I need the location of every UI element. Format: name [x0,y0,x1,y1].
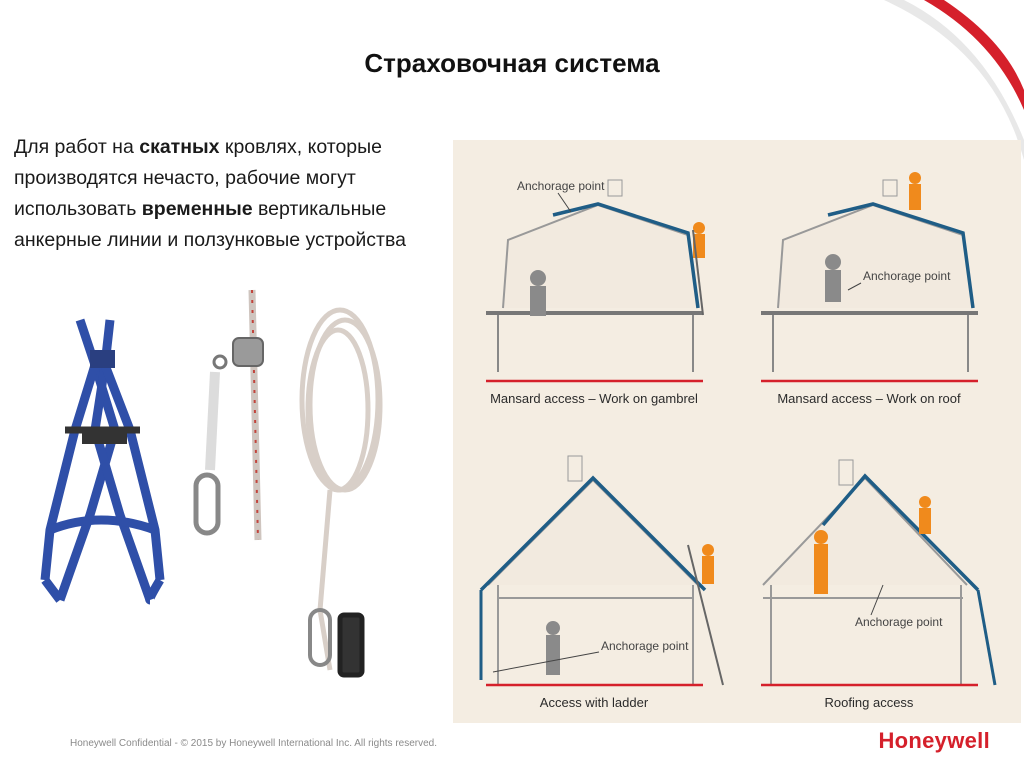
diagram-panel [453,140,1021,723]
diagram-ladder-access [481,456,723,710]
diagram-roofing-access [761,460,995,710]
diagram-mansard-roof [761,172,978,406]
diagram-mansard-gambrel [486,179,705,406]
anchorage-label-3: Anchorage point [601,639,689,653]
equipment-illustrations [20,280,450,720]
footer-copyright: Honeywell Confidential - © 2015 by Honeywell International Inc. All rights reserved. [70,738,438,749]
harness-buckle [82,430,127,444]
coiled-rope-image [302,310,380,675]
roof-access-diagrams [453,140,1021,723]
page-title: Страховочная система [364,48,660,78]
anchorage-label-1: Anchorage point [517,179,605,193]
honeywell-logo: Honeywell [878,728,990,753]
caption-ladder-access: Access with ladder [539,695,649,710]
caption-mansard-roof: Mansard access – Work on roof [777,391,961,406]
rope-grab-image [196,290,263,540]
description-text: Для работ на скатных кровлях, которые производятся нечасто, рабочие могут использовать временные вертикальные анкерные линии и ползунковые устройства [14,136,406,251]
anchorage-label-4: Anchorage point [855,615,943,629]
caption-roofing-access: Roofing access [824,695,914,710]
caption-mansard-gambrel: Mansard access – Work on gambrel [490,391,698,406]
anchorage-label-2: Anchorage point [863,269,951,283]
harness-back-pad [90,350,115,368]
corner-swoosh [884,0,1024,160]
